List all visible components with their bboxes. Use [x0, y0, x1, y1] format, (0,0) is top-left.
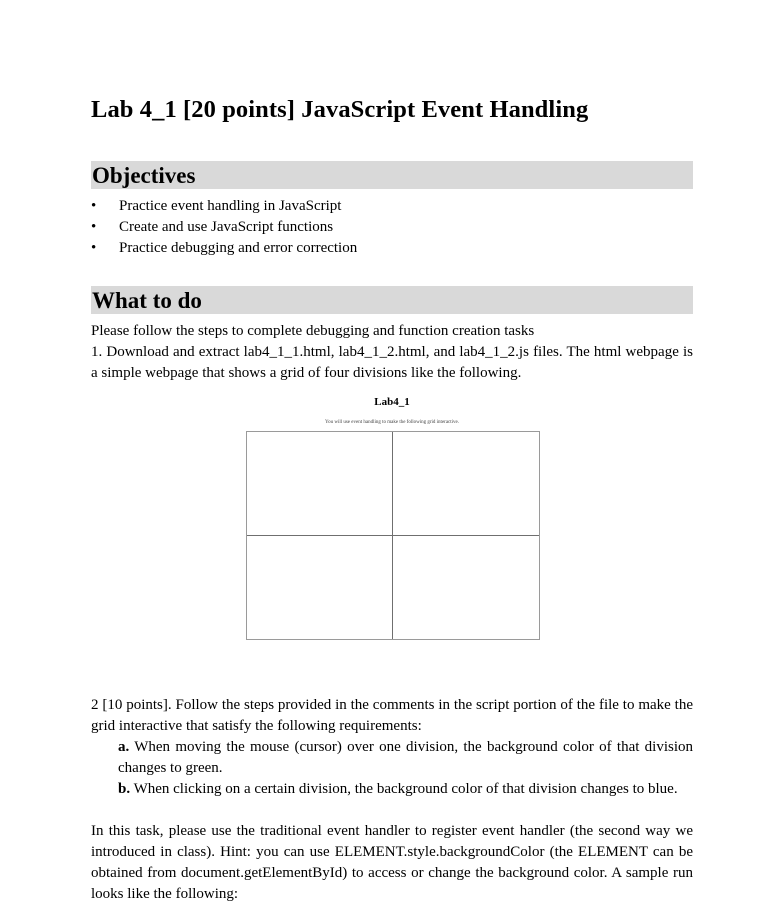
requirement-a-label: a.	[118, 739, 130, 755]
step-2-paragraph: 2 [10 points]. Follow the steps provided in the comments in the script portion of the file to make the grid interactive that satisfy the following requirements:	[91, 697, 693, 734]
figure-title: Lab4_1	[374, 396, 410, 408]
grid-division	[247, 432, 393, 536]
task-note-paragraph: In this task, please use the traditional event handler to register event handler (the second way we introduced in class). Hint: you can use ELEMENT.style.backgroundColor (the ELEMENT can be obtained from document.getElementById) to access or change the background color. A sample run looks like the following:	[91, 823, 693, 902]
bullet-icon: •	[91, 219, 97, 235]
bullet-icon: •	[91, 240, 97, 256]
grid-division	[393, 536, 539, 640]
objective-item	[91, 238, 357, 259]
objective-text: Practice debugging and error correction	[119, 240, 358, 256]
objective-text: Create and use JavaScript functions	[119, 219, 334, 235]
grid-division	[393, 432, 539, 536]
objectives-list	[91, 196, 357, 259]
bullet-icon: •	[91, 198, 97, 214]
step-1-paragraph: 1. Download and extract lab4_1_1.html, lab4_1_2.html, and lab4_1_2.js files. The html webpage is a simple webpage that shows a grid of four divisions like the following.	[91, 344, 693, 381]
requirement-b-text: When clicking on a certain division, the background color of that division changes to blue.	[130, 781, 678, 797]
lab-title: Lab 4_1 [20 points] JavaScript Event Handling	[91, 96, 589, 123]
objective-item	[91, 196, 357, 217]
objective-text: Practice event handling in JavaScript	[119, 198, 342, 214]
what-to-do-heading: What to do	[91, 286, 693, 314]
requirement-b-label: b.	[118, 781, 131, 797]
grid-division	[247, 536, 393, 640]
intro-paragraph: Please follow the steps to complete debugging and function creation tasks	[91, 323, 535, 339]
requirement-a	[118, 737, 693, 779]
four-division-grid	[246, 431, 540, 640]
requirement-b	[118, 779, 693, 800]
objective-item	[91, 217, 357, 238]
objectives-heading: Objectives	[91, 161, 693, 189]
requirement-a-text: When moving the mouse (cursor) over one division, the background color of that division changes to green.	[118, 739, 693, 776]
figure-subtitle: You will use event handling to make the following grid interactive.	[324, 420, 460, 425]
